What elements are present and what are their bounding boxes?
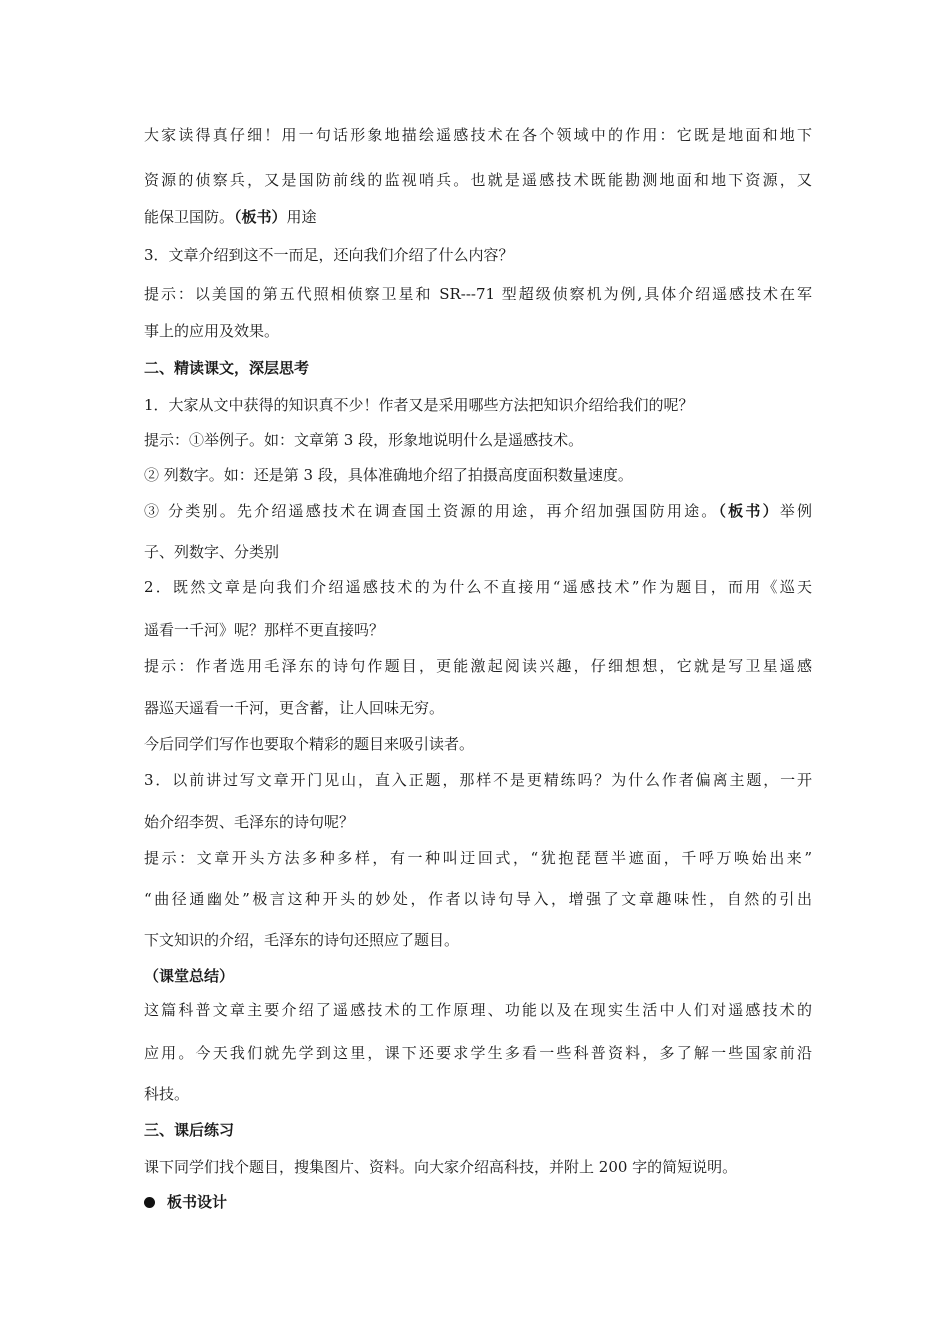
board-note-label: （板书） [718,502,780,520]
hint-line: 提示：文章开头方法多种多样，有一种叫迂回式，“犹抱琵琶半遮面，千呼万唤始出来” [144,849,812,867]
hint-line: “曲径通幽处”极言这种开头的妙处，作者以诗句导入，增强了文章趣味性，自然的引出 [144,890,812,908]
question-line: 2．既然文章是向我们介绍遥感技术的为什么不直接用“遥感技术”作为题目，而用《巡天 [144,578,812,596]
hint-line [144,501,812,521]
board-design-label: 板书设计 [167,1193,228,1211]
text-run: 用途 [286,208,317,226]
paragraph-line: 大家读得真仔细！用一句话形象地描绘遥感技术在各个领域中的作用：它既是地面和地下 [144,126,812,144]
question-line: 始介绍李贺、毛泽东的诗句呢？ [144,813,355,831]
paragraph-line: 课下同学们找个题目，搜集图片、资料。向大家介绍高科技，并附上 200 字的简短说明。 [144,1158,738,1176]
summary-heading: （课堂总结） [144,967,235,985]
hint-line: ② 列数字。如：还是第 3 段，具体准确地介绍了拍摄高度面积数量速度。 [144,466,633,484]
question-line: 遥看一千河》呢？那样不更直接吗？ [144,621,385,639]
hint-line: 下文知识的介绍，毛泽东的诗句还照应了题目。 [144,931,460,949]
paragraph-line: 资源的侦察兵，又是国防前线的监视哨兵。也就是遥感技术既能勘测地面和地下资源，又 [144,171,812,189]
paragraph-line: 这篇科普文章主要介绍了遥感技术的工作原理、功能以及在现实生活中人们对遥感技术的 [144,1001,812,1019]
text-run: ③ 分类别。先介绍遥感技术在调查国土资源的用途，再介绍加强国防用途。 [144,502,719,520]
paragraph-line: 科技。 [144,1085,190,1103]
section-heading: 二、精读课文，深层思考 [144,359,310,377]
text-run: 举例 [779,502,812,520]
question-line: 3．以前讲过写文章开门见山，直入正题，那样不是更精练吗？为什么作者偏离主题，一开 [144,771,812,789]
hint-line: 提示：①举例子。如：文章第 3 段，形象地说明什么是遥感技术。 [144,431,584,449]
hint-line: 事上的应用及效果。 [144,322,280,340]
hint-line: 子、列数字、分类别 [144,543,280,561]
text-run: 能保卫国防。 [144,208,235,226]
question-line: 1．大家从文中获得的知识真不少！作者又是采用哪些方法把知识介绍给我们的呢？ [144,396,694,414]
section-heading: 三、课后练习 [144,1121,235,1139]
paragraph-line: 今后同学们写作也要取个精彩的题目来吸引读者。 [144,735,475,753]
hint-line: 器巡天遥看一千河，更含蓄，让人回味无穷。 [144,699,445,717]
hint-line: 提示：作者选用毛泽东的诗句作题目，更能激起阅读兴趣，仔细想想，它就是写卫星遥感 [144,657,812,675]
bullet-icon [144,1197,155,1208]
hint-line: 提示：以美国的第五代照相侦察卫星和 SR---71 型超级侦察机为例,具体介绍遥感技术在军 [144,285,812,303]
board-note-label: （板书） [234,208,287,226]
board-design-heading [144,1192,812,1212]
paragraph-line [144,207,812,227]
paragraph-line: 应用。今天我们就先学到这里，课下还要求学生多看一些科普资料，多了解一些国家前沿 [144,1044,812,1062]
question-line: 3．文章介绍到这不一而足，还向我们介绍了什么内容？ [144,246,514,264]
